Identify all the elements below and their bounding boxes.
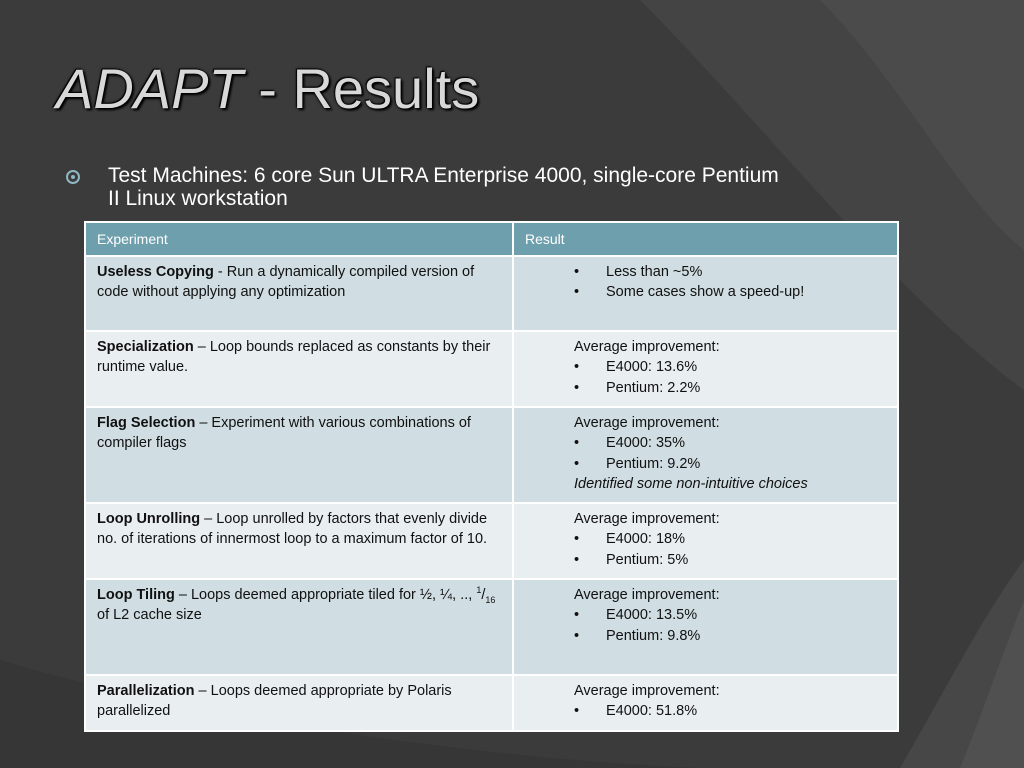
result-item: • E4000: 35% (574, 435, 686, 451)
experiment-description-end: of L2 cache size (97, 607, 202, 623)
result-item: • Pentium: 9.2% (574, 455, 701, 472)
experiment-name: Specialization (97, 338, 194, 355)
test-machines-text: Test Machines: 6 core Sun ULTRA Enterprise 4000, single-core Pentium II Linux workstation (108, 164, 779, 210)
results-table (84, 221, 899, 732)
result-intro: Average improvement: (574, 338, 720, 355)
experiment-description: - Run a dynamically compiled version of code without applying any optimization (97, 263, 475, 300)
experiment-description: – Loops deemed appropriate tiled for ½, ¼, .., (174, 586, 477, 603)
result-intro: Average improvement: (574, 414, 720, 431)
result-item: • Pentium: 2.2% (574, 379, 701, 396)
experiment-name: Loop Unrolling (97, 510, 201, 527)
experiment-name: Useless Copying (97, 263, 214, 280)
experiment-name: Parallelization (97, 682, 195, 699)
table-row (85, 503, 898, 579)
result-intro: Average improvement: (574, 586, 720, 603)
result-cell (513, 579, 898, 675)
experiment-description: – Loop unrolled by factors that evenly divide no. of iterations of innermost loop to a maximum factor of 10. (97, 510, 488, 547)
experiment-description: – Loop bounds replaced as constants by their runtime value. (97, 338, 491, 375)
slide-title (56, 56, 479, 121)
result-item: • E4000: 51.8% (574, 703, 698, 719)
table-row (85, 407, 898, 503)
experiment-name: Flag Selection (97, 414, 196, 431)
test-machines-bullet (66, 164, 796, 210)
result-cell (513, 503, 898, 579)
table-row (85, 579, 898, 675)
result-cell (513, 256, 898, 331)
result-cell (513, 331, 898, 407)
result-item: • Pentium: 9.8% (574, 627, 701, 644)
fraction-denominator: 16 (485, 594, 496, 605)
result-item: • Some cases show a speed-up! (574, 284, 805, 300)
result-note: Identified some non-intuitive choices (574, 476, 808, 492)
result-item: • Less than ~5% (574, 263, 703, 280)
result-cell (513, 407, 898, 503)
circle-bullet-icon (66, 170, 80, 184)
table-row (85, 675, 898, 731)
result-intro: Average improvement: (574, 682, 720, 699)
header-result: Result (513, 222, 898, 256)
result-item: • E4000: 13.6% (574, 359, 698, 375)
result-item: • Pentium: 5% (574, 551, 689, 568)
title-acronym: ADAPT (56, 57, 243, 120)
table-row (85, 256, 898, 331)
experiment-description: – Experiment with various combinations of compiler flags (97, 414, 471, 451)
experiment-description: – Loops deemed appropriate by Polaris parallelized (97, 682, 452, 719)
title-subtitle: - Results (242, 57, 480, 120)
experiment-cell: Loop Tiling – Loops deemed appropriate tiled for ½, ¼, .., $^1/_{16}$ of L2 cache size (85, 579, 513, 675)
experiment-cell (85, 256, 513, 331)
experiment-cell (85, 503, 513, 579)
fraction-numerator: 1 (476, 584, 482, 595)
result-intro: Average improvement: (574, 510, 720, 527)
experiment-cell (85, 407, 513, 503)
experiment-name: Loop Tiling (97, 586, 175, 603)
result-cell (513, 675, 898, 731)
result-item: • E4000: 13.5% (574, 607, 698, 623)
table-row (85, 331, 898, 407)
experiment-cell (85, 675, 513, 731)
experiment-cell (85, 331, 513, 407)
result-item: • E4000: 18% (574, 531, 686, 547)
table-header-row (85, 222, 898, 256)
header-experiment: Experiment (85, 222, 513, 256)
